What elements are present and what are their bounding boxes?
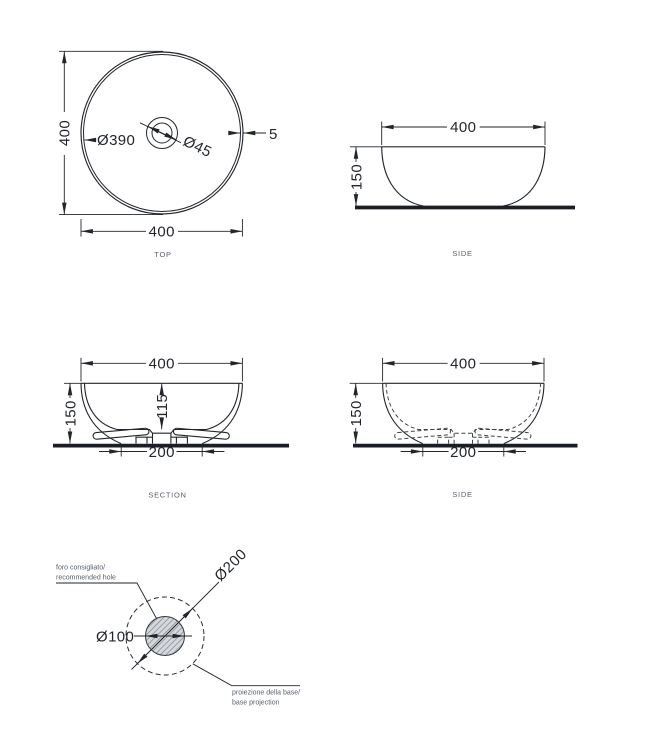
hole-label-english: recommended hole	[56, 574, 116, 582]
dim-text-projection: Ø200	[211, 545, 251, 585]
dim-text-width: 400	[450, 355, 477, 373]
dim-text-basin: Ø390	[97, 132, 136, 149]
hole-label-italian: foro consigliato/	[56, 564, 106, 572]
bowl-hidden-structure	[386, 383, 540, 443]
side-view-upper	[349, 119, 576, 258]
top-view	[57, 51, 278, 259]
dim-text-base: 200	[450, 443, 477, 461]
dim-text-height: 150	[348, 163, 366, 191]
leader-line	[193, 664, 300, 686]
dim-text-height: 150	[348, 400, 366, 427]
dim-text-width: 400	[450, 119, 477, 137]
bowl-left-profile	[382, 147, 425, 207]
base-label-english: base projection	[232, 699, 280, 707]
dim-text-height: 150	[62, 400, 80, 427]
dim-text-drain: Ø45	[180, 132, 215, 162]
section-view	[53, 356, 289, 500]
dim-text-base: 200	[148, 443, 175, 461]
dim-text-height: 400	[56, 119, 74, 147]
dim-text-hole: Ø100	[96, 628, 135, 646]
base-label-italian: proiezione della base/	[232, 689, 301, 697]
dim-text-depth: 115	[154, 393, 171, 419]
view-caption: TOP	[154, 250, 172, 259]
dim-text-width: 400	[148, 355, 175, 373]
base-projection-detail	[56, 546, 300, 707]
side-view-lower	[348, 356, 577, 500]
dimension-arrow	[148, 126, 162, 133]
view-caption: SIDE	[452, 249, 473, 258]
bowl-right-profile	[503, 147, 546, 207]
dim-text-width: 400	[148, 223, 175, 241]
dim-text-wall: 5	[269, 126, 278, 143]
leader-line	[56, 583, 157, 619]
view-caption: SIDE	[452, 490, 473, 499]
view-caption: SECTION	[148, 490, 187, 500]
dimension-arrow	[162, 133, 176, 140]
bowl-outline	[383, 383, 544, 443]
